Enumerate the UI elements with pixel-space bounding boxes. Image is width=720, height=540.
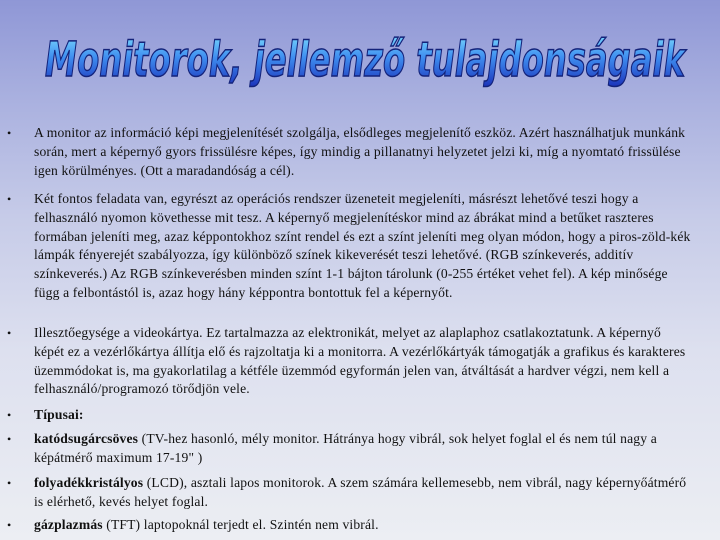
bullet-icon: • xyxy=(7,126,12,140)
bullet-icon: • xyxy=(7,518,12,532)
bullet-icon: • xyxy=(7,192,12,206)
list-item xyxy=(7,516,694,535)
list-item xyxy=(7,406,694,425)
bullet-icon: • xyxy=(7,408,12,422)
bullet-icon: • xyxy=(7,326,12,340)
list-item xyxy=(7,324,694,399)
list-item-heading: Típusai: xyxy=(34,407,84,422)
bullet-icon: • xyxy=(7,432,12,446)
list-item-term: folyadékkristályos xyxy=(34,475,144,490)
list-item-text: Két fontos feladata van, egyrészt az operációs rendszer üzeneteit megjeleníti, másrészt lehetővé teszi hogy a felhasználó nyomon követhesse mit tesz. A képernyő megjelenítéskor mind az ábrákat mind a betűket raszteres formában jeleníti meg, azaz képpontokhoz színt rendel és ezt a színt jeleníti meg olyan módon, hogy a piros-zöld-kék lámpák fényerejét szabályozza, így különböző színek kikeverését teszi lehetővé. (RGB színkeverés, additív színkeverés.) Az RGB színkeverésben minden színt 1-1 bájton tárolunk (0-255 értéket vehet fel). A kép minősége függ a felbontástól is, azaz hogy hány képpontra bontottuk fel a képernyőt. xyxy=(34,191,691,300)
list-item xyxy=(7,190,694,303)
bullet-icon: • xyxy=(7,476,12,490)
list-item xyxy=(7,430,694,468)
list-item xyxy=(7,124,694,180)
list-item-text: (TFT) laptopoknál terjedt el. Szintén nem vibrál. xyxy=(102,517,379,532)
slide-title-text: Monitorok, jellemző tulajdonságaik xyxy=(45,32,688,88)
list-item-term: gázplazmás xyxy=(34,517,103,532)
slide-title xyxy=(0,4,720,104)
list-item-text: (TV-hez hasonló, mély monitor. Hátránya hogy vibrál, sok helyet foglal el és nem túl nagy a képátmérő maximum 17-19" ) xyxy=(34,431,657,465)
list-item-text: A monitor az információ képi megjelenítését szolgálja, elsődleges megjelenítő eszköz. Azért használhatjuk munkánk során, mert a képernyő gyors frissülésre képes, így mindig a pillanatnyi helyzetet jelzi ki, míg a nyomtató frissülése igen körülményes. (Ott a maradandóság a cél). xyxy=(34,125,686,178)
list-item xyxy=(7,474,694,512)
list-item-text: (LCD), asztali lapos monitorok. A szem számára kellemesebb, nem vibrál, nagy képernyőátmérő is elérhető, kevés helyet foglal. xyxy=(34,475,687,509)
slide-title-wordart xyxy=(0,4,720,104)
list-item-text: Illesztőegysége a videokártya. Ez tartalmazza az elektronikát, melyet az alaplaphoz csatlakoztatunk. A képernyő képét ez a vezérlőkártya állítja elő és rajzoltatja ki a monitorra. A vezérlőkártyák támogatják a grafikus és karakteres üzemmódokat is, ma gyakorlatilag a kétféle üzemmód egyformán jelen van, átváltását a hardver végzi, nem kell a felhasználó/programozó törődjön vele. xyxy=(34,325,686,397)
list-item-term: katódsugárcsöves xyxy=(34,431,139,446)
